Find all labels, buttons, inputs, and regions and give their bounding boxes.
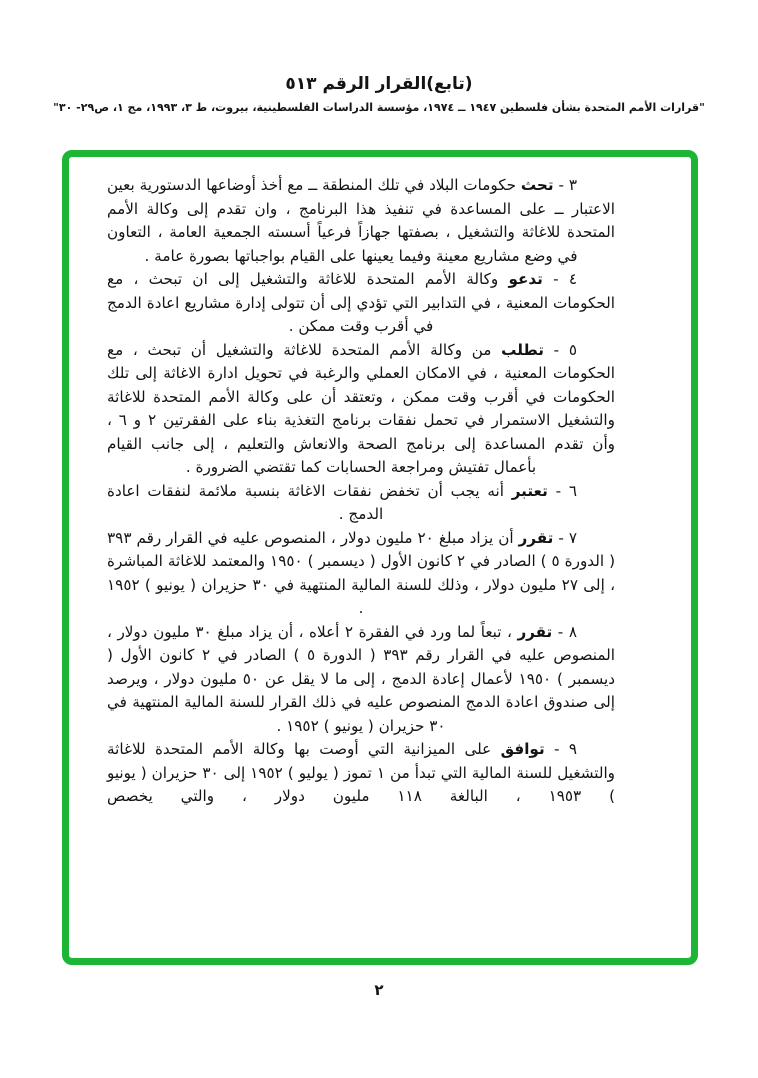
paragraph-number: ٥ - (543, 340, 578, 359)
paragraph-lead: توافق (500, 740, 545, 758)
paragraph-text: وكالة الأمم المتحدة للاغاثة والتشغيل إلى ان تبحث ، مع الحكومات المعنية ، في التدابير التي تؤدي إلى أن تتولى إدارة مشاريع اعادة الدمج في أقرب وقت ممكن . (107, 270, 615, 335)
resolution-paragraph (107, 174, 615, 268)
paragraph-lead: تحث (520, 176, 554, 194)
paragraph-lead: تدعو (508, 270, 543, 288)
page-title: (تابع)القرار الرقم ٥١٣ (285, 74, 473, 94)
paragraph-number: ٣ - (553, 176, 577, 194)
resolution-paragraph (107, 268, 615, 339)
paragraph-number: ٤ - (542, 270, 578, 288)
paragraph-number: ٦ - (547, 481, 577, 500)
paragraph-number: ٧ - (553, 528, 577, 547)
paragraph-lead: تعتبر (511, 481, 548, 500)
paragraph-text: ، تبعاً لما ورد في الفقرة ٢ أعلاه ، أن يزاد مبلغ ٣٠ مليون دولار ، المنصوص عليه في القرار رقم ٣٩٣ ( الدورة ٥ ) الصادر في ٢ كانون الأول ( ديسمبر ) ١٩٥٠ لأعمال إعادة الدمج ، إلى ما لا يقل عن ٥٠ مليون دولار ، ويرصد إلى صندوق اعادة الدمج المنصوص عليه في ذلك القرار للسنة المالية المنتهية في ٣٠ حزيران ( يونيو ) ١٩٥٢ . (107, 622, 615, 735)
paragraph-number: ٨ - (552, 622, 577, 641)
source-citation: "قرارات الأمم المتحدة بشأن فلسطين ١٩٤٧ ــ ١٩٧٤، مؤسسة الدراسات الفلسطينية، بيروت، ط ٣، ١٩٩٣، مج ١، ص٢٩- ٣٠" (53, 101, 705, 114)
paragraph-lead: تقرر (517, 622, 553, 641)
resolution-text (69, 157, 691, 809)
resolution-paragraph (107, 527, 615, 621)
paragraph-text: على الميزانية التي أوصت بها وكالة الأمم المتحدة للاغاثة والتشغيل للسنة المالية التي تبدأ من ١ تموز ( يوليو ) ١٩٥٢ إلى ٣٠ حزيران ( يونيو ) ١٩٥٣ ، البالغة ١١٨ مليون دولار ، والتي يخصص (107, 740, 616, 805)
page-number: ٢ (374, 981, 384, 999)
resolution-paragraph (107, 339, 615, 480)
paragraph-lead: تقرر (518, 528, 554, 547)
resolution-paragraph (107, 480, 615, 527)
resolution-paragraph (107, 621, 615, 739)
paragraph-text: حكومات البلاد في تلك المنطقة ــ مع أخذ أوضاعها الدستورية بعين الاعتبار ــ على المساعدة في تنفيذ هذا البرنامج ، وان تقدم إلى وكالة الأمم المتحدة للاغاثة والتشغيل ، بصفتها جهازاً فرعياً أسسته الجمعية العامة ، التعاون في وضع مشاريع معينة وفيما يعينها على القيام بواجباتها بصورة عامة . (107, 176, 615, 265)
resolution-paragraph (107, 738, 615, 809)
paragraph-text: من وكالة الأمم المتحدة للاغاثة والتشغيل أن تبحث ، مع الحكومات المعنية ، في الامكان العملي والرغبة في تحويل ادارة الاغاثة إلى تلك الحكومات في أقرب وقت ممكن ، وتعتقد أن على وكالة الأمم المتحدة للاغاثة والتشغيل الاستمرار في تحمل نفقات برنامج التغذية بناء على الفقرتين ٢ و ٦ ، وأن تقدم المساعدة إلى برنامج الصحة والانعاش والتعليم ، إلى جانب القيام بأعمال تفتيش ومراجعة الحسابات كما تقتضي الضرورة . (107, 340, 615, 476)
paragraph-text: أنه يجب أن تخفض نفقات الاغاثة بنسبة ملائمة لنفقات اعادة الدمج . (107, 481, 512, 523)
content-frame (62, 150, 698, 965)
paragraph-lead: تطلب (501, 340, 544, 359)
paragraph-number: ٩ - (544, 740, 577, 758)
paragraph-text: أن يزاد مبلغ ٢٠ مليون دولار ، المنصوص عليه في القرار رقم ٣٩٣ ( الدورة ٥ ) الصادر في ٢ كانون الأول ( ديسمبر ) ١٩٥٠ والمعتمد للاغاثة المباشرة ، إلى ٢٧ مليون دولار ، وذلك للسنة المالية المنتهية في ٣٠ حزيران ( يونيو ) ١٩٥٢ . (107, 528, 615, 617)
